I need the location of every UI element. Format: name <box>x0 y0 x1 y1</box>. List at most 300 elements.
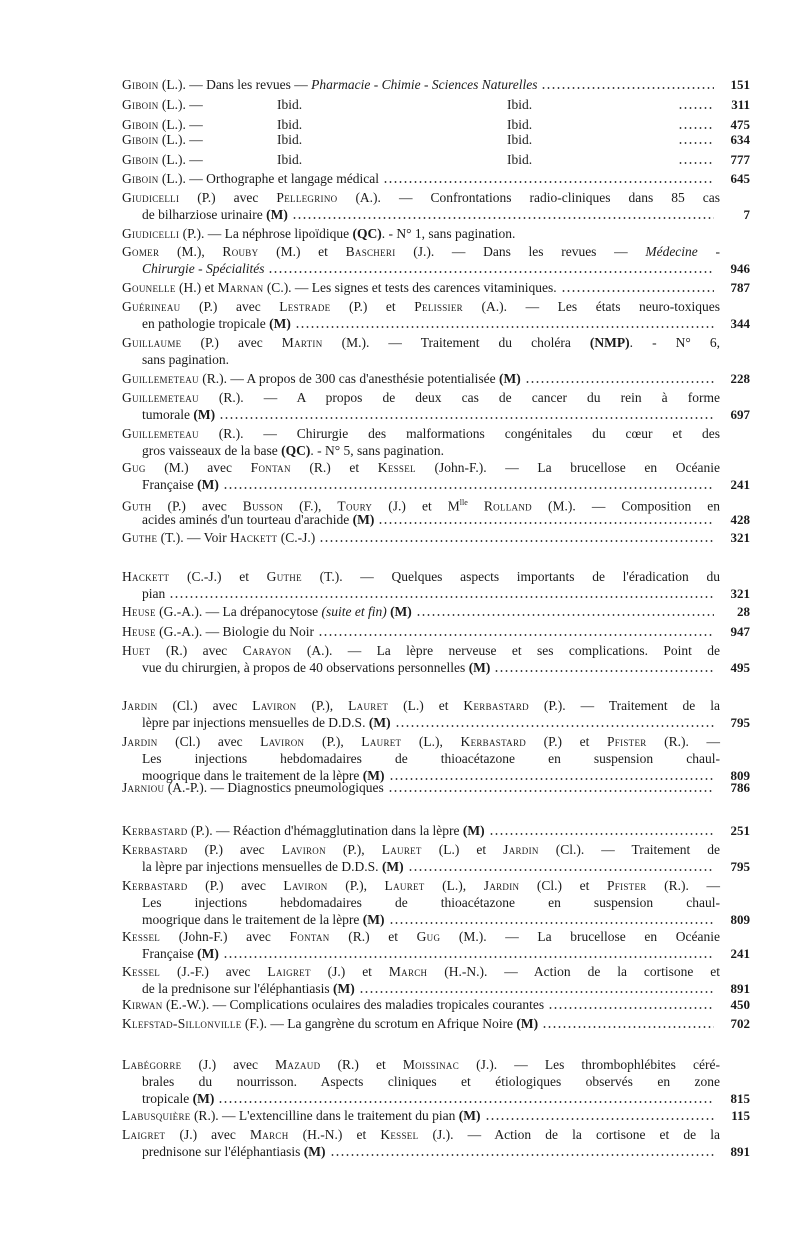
author-name: Guthe <box>122 530 158 545</box>
author-name: Giboin <box>122 152 159 167</box>
page-number: 809 <box>730 768 750 783</box>
text-run: (Cl.). — Traitement de <box>538 842 721 857</box>
text-run: lèpre par injections mensuelles de D.D.S. <box>142 715 369 730</box>
entry-line <box>122 1056 750 1074</box>
text-run: (T.). — Quelques aspects importants de l'éradication du <box>301 569 720 584</box>
dot-leader <box>383 173 714 183</box>
author-name: Lauret <box>381 842 422 857</box>
author-name: Moissinac <box>402 1057 460 1072</box>
dot-leader <box>268 263 714 273</box>
text-run: (M.) avec <box>145 460 251 475</box>
author-name: Hackett <box>230 530 278 545</box>
text-run: en pathologie tropicale <box>142 316 270 331</box>
category-code: (M) <box>303 1144 326 1159</box>
page-number: 311 <box>731 97 750 112</box>
dot-leader <box>485 1110 714 1120</box>
page-number: 815 <box>730 1091 750 1106</box>
author-name: Fontan <box>289 929 330 944</box>
category-code: (M) <box>266 207 288 222</box>
text-run: (R.). — <box>646 734 720 749</box>
author-name: Giudicelli <box>122 226 180 241</box>
author-name: Kessel <box>122 964 161 979</box>
text-run: (J.) avec <box>165 1127 250 1142</box>
entry-text <box>142 945 219 963</box>
category-code: (QC) <box>281 443 311 458</box>
author-name: Kirwan <box>122 997 163 1012</box>
text-run: (J.) et M <box>372 498 460 514</box>
dot-leader <box>542 1018 714 1028</box>
entry-text <box>122 642 720 660</box>
text-run: prednisone sur l'éléphantiasis <box>142 1144 304 1159</box>
page-number: 321 <box>730 586 750 601</box>
entry-line <box>122 243 750 261</box>
author-name: Kerbastard <box>463 698 529 713</box>
category-code: (M) <box>193 407 216 422</box>
dot-leader <box>292 209 714 219</box>
entry-line <box>122 260 750 278</box>
text-run: (L.). — Orthographe et langage médical <box>158 171 379 186</box>
entry-line <box>122 131 750 149</box>
entry-text <box>142 858 404 876</box>
page-number: 787 <box>730 280 750 295</box>
author-name: Guillemeteau <box>122 371 199 386</box>
author-name: Carayon <box>242 643 292 658</box>
entry-text <box>142 406 215 424</box>
text-run: (C.). — Les signes et tests des carences vitaminiques. <box>263 280 557 295</box>
category-code: (M) <box>197 946 219 961</box>
text-run: (P.), <box>296 698 349 713</box>
author-name: Pelissier <box>414 299 463 314</box>
entry-line <box>122 370 750 388</box>
text-run: (John-F.). — La brucellose en Océanie <box>415 460 720 475</box>
category-code: (QC) <box>352 226 382 241</box>
entry-text <box>122 76 537 94</box>
entry-text <box>122 170 379 188</box>
entry-line <box>122 750 750 768</box>
ibid-label: Ibid. <box>277 152 303 167</box>
page-number: 795 <box>730 715 750 730</box>
category-code: (M) <box>352 512 375 527</box>
author-name: Gomer <box>122 244 160 259</box>
entry-line <box>122 733 750 751</box>
entry-line <box>122 714 750 732</box>
author-name: Rolland <box>483 498 532 514</box>
entry-text <box>122 389 720 407</box>
text-run: Les injections hebdomadaires de thioacétazone en suspension chaul- <box>142 751 720 766</box>
category-code: (M) <box>381 859 404 874</box>
entry-line <box>122 1126 750 1144</box>
entry-text <box>142 442 444 460</box>
entry-text <box>122 877 720 895</box>
dot-leader <box>408 861 714 871</box>
text-run: de la prednisone sur l'éléphantiasis <box>142 981 334 996</box>
author-name: Gounelle <box>122 280 176 295</box>
category-code: (M) <box>197 477 219 492</box>
entry-text <box>122 298 720 316</box>
page-number: 809 <box>730 912 750 927</box>
dot-leader <box>389 914 714 924</box>
entry-text <box>122 529 315 547</box>
entry-text <box>122 1056 720 1074</box>
entry-text <box>122 733 720 751</box>
text-run: (P.) avec <box>179 190 277 205</box>
entry-text <box>142 315 291 333</box>
text-run: (P.) avec <box>181 335 282 350</box>
category-code: (M) <box>462 823 485 838</box>
dot-leader <box>330 1146 714 1156</box>
text-run: (R.). — A propos de 300 cas d'anesthésie potentialisée <box>198 371 499 386</box>
dot-leader <box>561 282 714 292</box>
text-run: (R.). — <box>646 878 720 893</box>
entry-text <box>122 225 515 243</box>
entry-text <box>122 841 720 859</box>
italic-text: Chirurgie - Spécialités <box>142 261 265 276</box>
text-run: (F.). — La gangrène du scrotum en Afrique Noire <box>241 1016 517 1031</box>
ibid-label: Ibid. <box>277 97 303 112</box>
text-run: (P.), <box>325 842 382 857</box>
page-number: 795 <box>730 859 750 874</box>
text-run: (P.) avec <box>187 842 282 857</box>
author-name: Heuse <box>122 604 156 619</box>
entry-text <box>142 659 490 677</box>
text-run: . - N° 5, sans pagination. <box>310 443 444 458</box>
entry-line <box>122 206 750 224</box>
text-run: (L.). — Dans les revues — <box>158 77 312 92</box>
entry-text <box>142 714 391 732</box>
text-run: (P.), <box>327 878 385 893</box>
text-run: (L.). — <box>158 97 203 112</box>
entry-text <box>122 603 412 621</box>
text-run: vue du chirurgien, à propos de 40 observations personnelles <box>142 660 469 675</box>
author-name: Guillemeteau <box>122 426 199 441</box>
ibid-label: Ibid. <box>507 97 533 112</box>
author-name: Fontan <box>250 460 291 475</box>
text-run: (J.) et <box>310 964 389 979</box>
text-run: (M.). — Traitement du choléra <box>322 335 590 350</box>
author-name: Klefstad-Sillonville <box>122 1016 242 1031</box>
text-run: pian <box>142 586 166 601</box>
entry-line <box>122 225 750 243</box>
entry-line <box>122 151 750 169</box>
entry-line <box>122 494 750 512</box>
author-name: Giboin <box>122 132 159 147</box>
author-name: Toury <box>337 498 373 514</box>
entry-line <box>122 334 750 352</box>
dot-leader <box>319 532 714 542</box>
ibid-label: Ibid. <box>507 152 533 167</box>
entry-line <box>122 928 750 946</box>
dot-leader <box>416 606 714 616</box>
entry-line <box>122 529 750 547</box>
text-run: (J.). — Action de la cortisone et de la <box>418 1127 720 1142</box>
text-run: (Cl.) avec <box>157 698 253 713</box>
author-name: Huet <box>122 643 151 658</box>
text-run: brales du nourrisson. Aspects cliniques et étiologiques observés en zone <box>142 1074 720 1089</box>
author-name: Gug <box>416 929 441 944</box>
category-code: (M) <box>368 715 391 730</box>
text-run: (M.), <box>159 244 223 259</box>
text-run: (Cl.) et <box>519 878 607 893</box>
page-number: 475 <box>730 117 750 132</box>
text-run: (P.). — Réaction d'hémagglutination dans la lèpre <box>187 823 463 838</box>
entry-text <box>142 476 219 494</box>
text-run: (P.) et <box>526 734 607 749</box>
text-run: (P.) avec <box>151 498 243 514</box>
entry-line <box>122 894 750 912</box>
author-name: Hackett <box>122 569 170 584</box>
entry-text <box>142 260 264 278</box>
entry-text <box>122 568 720 586</box>
text-run: (P.) avec <box>180 299 280 314</box>
author-name: Jardin <box>483 878 520 893</box>
author-name: Lauret <box>348 698 389 713</box>
author-name: Kerbastard <box>122 842 188 857</box>
author-name: Jarniou <box>122 780 165 795</box>
text-run: (C.-J.) et <box>169 569 267 584</box>
category-code: (M) <box>333 981 355 996</box>
author-name: Busson <box>242 498 284 514</box>
text-run: (J.-F.) avec <box>160 964 268 979</box>
author-name: Giboin <box>122 171 159 186</box>
page-number: 241 <box>730 477 750 492</box>
entry-line <box>122 315 750 333</box>
ibid-label: Ibid. <box>507 132 533 147</box>
author-name: Kessel <box>377 460 416 475</box>
page-number: 697 <box>730 407 750 422</box>
dot-leader <box>218 1093 714 1103</box>
text-run: (A.). — Les états neuro-toxiques <box>462 299 721 314</box>
entry-line <box>122 389 750 407</box>
text-run: de bilharziose urinaire <box>142 207 267 222</box>
author-name: Laviron <box>252 698 297 713</box>
entry-line <box>122 279 750 297</box>
dot-leader <box>219 409 714 419</box>
dot-leader <box>223 948 714 958</box>
author-name: March <box>250 1127 289 1142</box>
dot-leader <box>359 983 714 993</box>
text-run: (R.). — A propos de deux cas de cancer du rein à forme <box>198 390 720 405</box>
author-name: Giudicelli <box>122 190 180 205</box>
entry-text <box>142 894 720 912</box>
entry-line <box>122 351 750 369</box>
text-run: moogrique dans le traitement de la lèpre <box>142 912 363 927</box>
author-name: Jardin <box>122 698 158 713</box>
entry-text <box>122 963 720 981</box>
text-run: (J.). — Dans les revues — <box>395 244 646 259</box>
entry-line <box>122 406 750 424</box>
author-name: Martin <box>281 335 323 350</box>
page-number: 702 <box>730 1016 750 1031</box>
text-run: (Cl.) avec <box>157 734 261 749</box>
entry-line <box>122 298 750 316</box>
text-run: (P.), <box>304 734 362 749</box>
entry-line <box>122 1107 750 1125</box>
text-run: (R.). — L'extencilline dans le traitement du pian <box>190 1108 459 1123</box>
entry-line <box>122 476 750 494</box>
text-run: lle <box>459 498 468 507</box>
page-number: 495 <box>730 660 750 675</box>
text-run: (J.). — Les thrombophlébites céré- <box>459 1057 720 1072</box>
entry-text <box>142 585 165 603</box>
category-code: (M) <box>192 1091 215 1106</box>
page-number: 645 <box>730 171 750 186</box>
author-name: Guthe <box>266 569 302 584</box>
category-code: (M) <box>269 316 291 331</box>
dot-leader <box>678 119 714 129</box>
entry-line <box>122 858 750 876</box>
text-run: (G.-A.). — La drépanocytose <box>155 604 322 619</box>
entry-line <box>122 779 750 797</box>
author-name: Giboin <box>122 97 159 112</box>
entry-line <box>122 996 750 1014</box>
author-name: Gug <box>122 460 146 475</box>
text-run: (T.). — Voir <box>157 530 230 545</box>
category-code: (M) <box>362 912 385 927</box>
author-name: Pfister <box>606 734 647 749</box>
italic-text: (suite et fin) <box>321 604 387 619</box>
dot-leader <box>525 373 714 383</box>
entry-line <box>122 189 750 207</box>
entry-text <box>142 206 288 224</box>
category-code: (M) <box>468 660 491 675</box>
text-run: (H.-N.). — Action de la cortisone et <box>427 964 720 979</box>
page-number: 947 <box>730 624 750 639</box>
text-run: (H.-N.) et <box>288 1127 381 1142</box>
page-number: 7 <box>743 207 750 222</box>
entry-text <box>122 370 521 388</box>
entry-text <box>122 334 720 352</box>
author-name: Kessel <box>122 929 161 944</box>
author-name: Kerbastard <box>460 734 527 749</box>
author-name: Laigret <box>267 964 311 979</box>
page-number: 777 <box>730 152 750 167</box>
author-name: Guillaume <box>122 335 182 350</box>
text-run: (L.) et <box>388 698 464 713</box>
text-run: (L.). — <box>158 152 203 167</box>
entry-line <box>122 585 750 603</box>
author-name: Lauret <box>361 734 402 749</box>
text-run: . - N° 6, <box>629 335 720 350</box>
dot-leader <box>169 588 714 598</box>
text-run: (M.). — Composition en <box>531 498 721 514</box>
entry-text <box>142 911 385 929</box>
text-run: (L.). — <box>158 132 203 147</box>
author-name: Laviron <box>260 734 305 749</box>
author-name: Giboin <box>122 77 159 92</box>
text-run: (P.) et <box>330 299 415 314</box>
entry-line <box>122 1143 750 1161</box>
text-run: Française <box>142 477 198 492</box>
author-name: Giboin <box>122 117 159 132</box>
entry-line <box>122 659 750 677</box>
entry-text <box>142 1073 720 1091</box>
text-run: (J.) avec <box>181 1057 276 1072</box>
text-run: (A.). — Confrontations radio-cliniques dans 85 cas <box>337 190 720 205</box>
entry-line <box>122 822 750 840</box>
entry-line <box>122 96 750 114</box>
entry-line <box>122 1073 750 1091</box>
author-name: Guérineau <box>122 299 181 314</box>
page-number: 891 <box>730 1144 750 1159</box>
text-run: Française <box>142 946 198 961</box>
dot-leader <box>223 479 714 489</box>
page-number: 321 <box>730 530 750 545</box>
entry-line <box>122 945 750 963</box>
entry-line <box>122 623 750 641</box>
entry-text <box>122 96 203 114</box>
text-run: (P.). — Traitement de la <box>528 698 720 713</box>
author-name: Mazaud <box>275 1057 321 1072</box>
dot-leader <box>318 626 714 636</box>
category-code: (M) <box>498 371 521 386</box>
entry-text <box>122 1107 481 1125</box>
entry-text <box>122 459 720 477</box>
dot-leader <box>295 318 714 328</box>
page-number: 115 <box>731 1108 750 1123</box>
entry-text <box>122 928 720 946</box>
author-name: Labégorre <box>122 1057 182 1072</box>
page-number: 228 <box>730 371 750 386</box>
dot-leader <box>678 154 714 164</box>
entry-line <box>122 697 750 715</box>
author-name: Jardin <box>122 734 158 749</box>
text-run: (A.). — La lèpre nerveuse et ses complications. Point de <box>291 643 720 658</box>
entry-line <box>122 442 750 460</box>
text-run: Les injections hebdomadaires de thioacétazone en suspension chaul- <box>142 895 720 910</box>
text-run: (L.). — <box>158 117 203 132</box>
entry-line <box>122 76 750 94</box>
entry-line <box>122 642 750 660</box>
entry-line <box>122 911 750 929</box>
text-run: (H.) et <box>175 280 218 295</box>
dot-leader <box>489 825 714 835</box>
entry-line <box>122 1090 750 1108</box>
entry-text <box>122 279 557 297</box>
page-number: 28 <box>737 604 750 619</box>
category-code: (NMP) <box>589 335 630 350</box>
author-name: Guillemeteau <box>122 390 199 405</box>
page-number: 634 <box>730 132 750 147</box>
text-run: moogrique dans le traitement de la lèpre <box>142 768 363 783</box>
text-run: (L.), <box>401 734 461 749</box>
entry-text <box>142 1090 214 1108</box>
entry-text <box>122 425 720 443</box>
text-run: tropicale <box>142 1091 193 1106</box>
text-run: (M.). — La brucellose en Océanie <box>440 929 720 944</box>
text-run: (M.) et <box>258 244 346 259</box>
author-name: Lauret <box>384 878 425 893</box>
text-run: (R.) et <box>329 929 417 944</box>
page-number: 428 <box>730 512 750 527</box>
text-run: tumorale <box>142 407 194 422</box>
text-run: (P.). — La néphrose lipoïdique <box>179 226 353 241</box>
page-number: 151 <box>730 77 750 92</box>
text-run: (F.), <box>283 498 338 514</box>
author-name: Heuse <box>122 624 156 639</box>
page-number: 344 <box>730 316 750 331</box>
text-run: (G.-A.). — Biologie du Noir <box>155 624 314 639</box>
text-run: (L.) et <box>421 842 504 857</box>
dot-leader <box>388 782 714 792</box>
entry-line <box>122 877 750 895</box>
page-number: 786 <box>730 780 750 795</box>
entry-text <box>142 750 720 768</box>
author-name: Kerbastard <box>122 878 188 893</box>
entry-line <box>122 1015 750 1033</box>
page-number: 251 <box>730 823 750 838</box>
entry-line <box>122 841 750 859</box>
text-run: gros vaisseaux de la base <box>142 443 282 458</box>
